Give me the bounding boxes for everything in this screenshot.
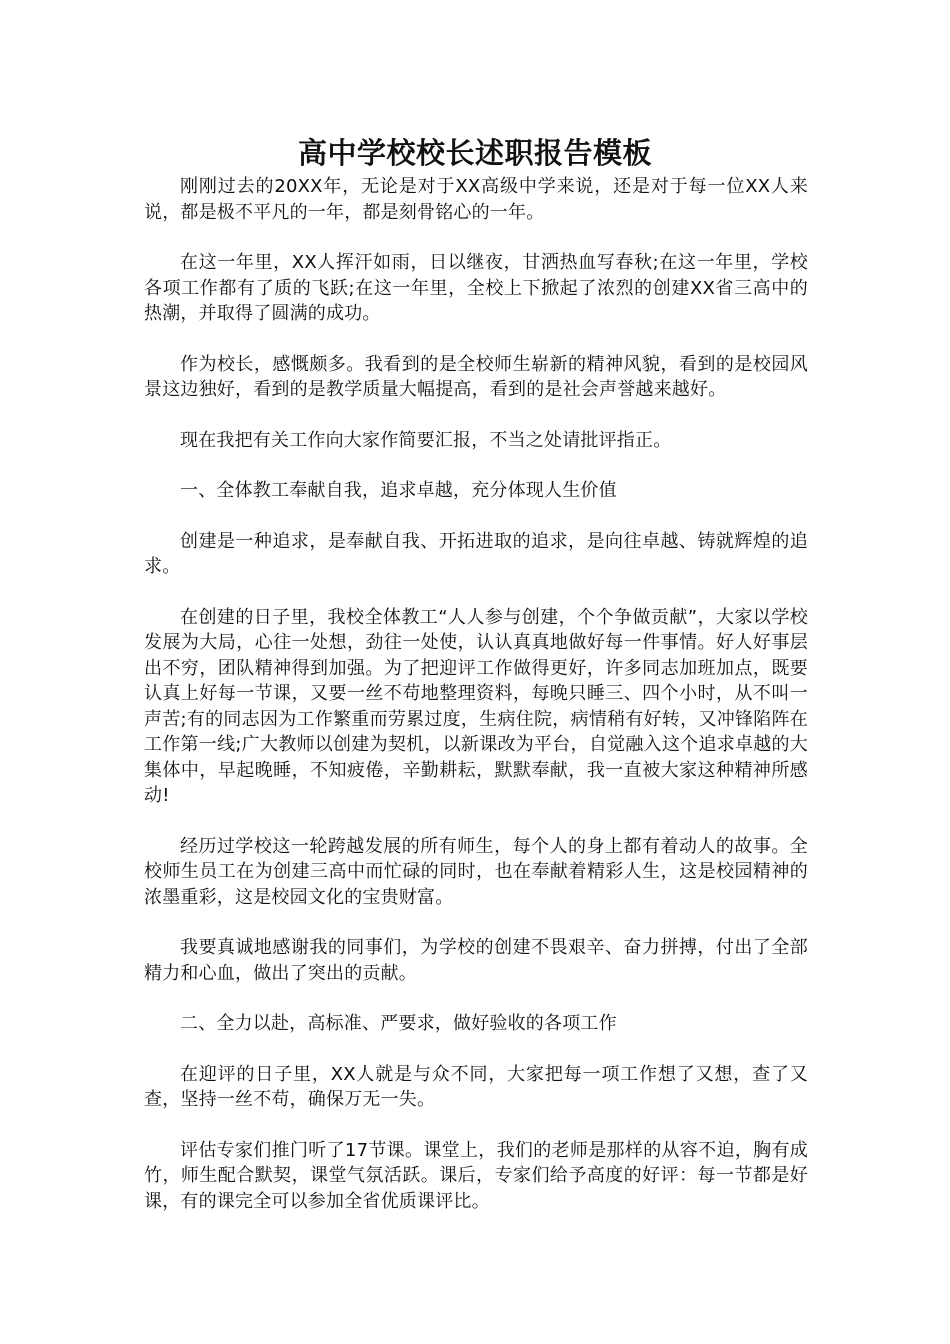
paragraph: 评估专家们推门听了17节课。课堂上，我们的老师是那样的从容不迫，胸有成竹，师生配合默契，课堂气氛活跃。课后，专家们给予高度的好评：每一节都是好课，有的课完全可以参加全省优质课评比。 <box>144 1139 808 1212</box>
paragraph: 现在我把有关工作向大家作简要汇报，不当之处请批评指正。 <box>180 429 672 451</box>
paragraph: 在这一年里，XX人挥汗如雨，日以继夜，甘洒热血写春秋;在这一年里，学校各项工作都有了质的飞跃;在这一年里，全校上下掀起了浓烈的创建XX省三高中的热潮，并取得了圆满的成功。 <box>144 252 808 324</box>
paragraph: 刚刚过去的20XX年，无论是对于XX高级中学来说，还是对于每一位XX人来说，都是极不平凡的一年，都是刻骨铭心的一年。 <box>144 176 808 223</box>
section-heading: 一、全体教工奉献自我，追求卓越，充分体现人生价值 <box>180 480 617 501</box>
paragraph: 在迎评的日子里，XX人就是与众不同，大家把每一项工作想了又想，查了又查，坚持一丝不苟，确保万无一失。 <box>144 1063 808 1110</box>
paragraph: 创建是一种追求，是奉献自我、开拓进取的追求，是向往卓越、铸就辉煌的追求。 <box>144 530 808 577</box>
section-heading: 二、全力以赴，高标准、严要求，做好验收的各项工作 <box>180 1013 617 1034</box>
document-title: 高中学校校长述职报告模板 <box>297 136 652 170</box>
paragraph: 作为校长，感慨颇多。我看到的是全校师生崭新的精神风貌，看到的是校园风景这边独好，看到的是教学质量大幅提高，看到的是社会声誉越来越好。 <box>144 353 808 400</box>
paragraph: 经历过学校这一轮跨越发展的所有师生，每个人的身上都有着动人的故事。全校师生员工在为创建三高中而忙碌的同时，也在奉献着精彩人生，这是校园精神的浓墨重彩，这是校园文化的宝贵财富。 <box>144 835 808 908</box>
paragraph: 我要真诚地感谢我的同事们，为学校的创建不畏艰辛、奋力拼搏，付出了全部精力和心血，做出了突出的贡献。 <box>144 937 808 984</box>
document-body <box>144 174 808 1239</box>
paragraph: 在创建的日子里，我校全体教工“人人参与创建，个个争做贡献”，大家以学校发展为大局，心往一处想，劲往一处使，认认真真地做好每一件事情。好人好事层出不穷，团队精神得到加强。为了把迎评工作做得更好，许多同志加班加点，既要认真上好每一节课，又要一丝不苟地整理资料，每晚只睡三、四个小时，从不叫一声苦;有的同志因为工作繁重而劳累过度，生病住院，病情稍有好转，又冲锋陷阵在工作第一线;广大教师以创建为契机，以新课改为平台，自觉融入这个追求卓越的大集体中，早起晚睡，不知疲倦，辛勤耕耘，默默奉献，我一直被大家这种精神所感动! <box>144 606 808 806</box>
